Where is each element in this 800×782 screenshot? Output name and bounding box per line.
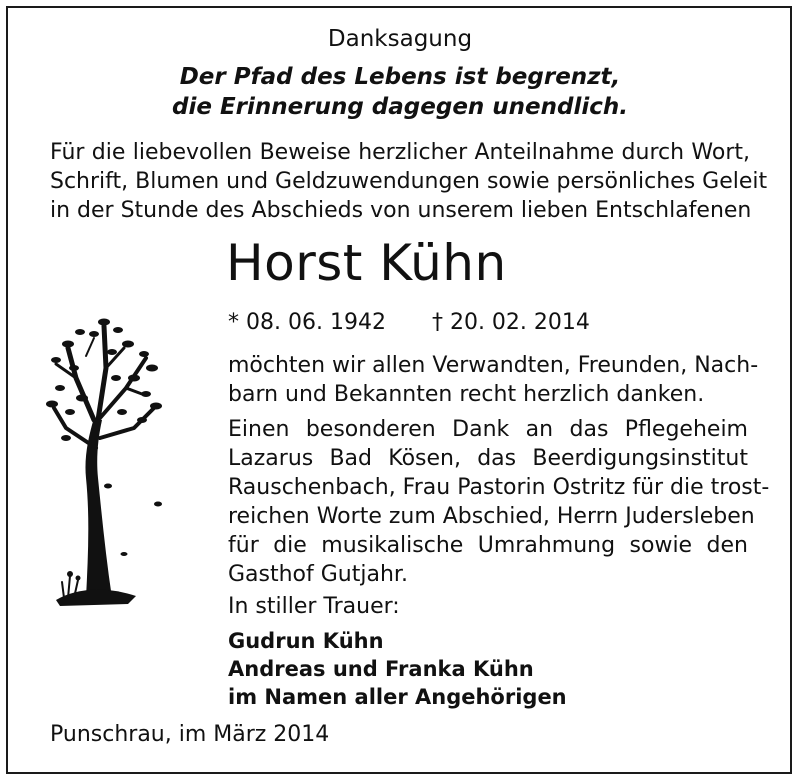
- mourner-name: Gudrun Kühn: [228, 629, 384, 653]
- motto-line: Der Pfad des Lebens ist begrenzt,: [179, 64, 621, 90]
- thanks-line: Gasthof Gutjahr.: [228, 562, 408, 587]
- thanks-text: [228, 351, 770, 589]
- birth-date: * 08. 06. 1942: [228, 310, 386, 335]
- mourner-name: im Namen aller Angehörigen: [228, 685, 567, 709]
- notice-heading: Danksagung: [327, 26, 473, 52]
- life-dates: [228, 310, 590, 335]
- thanks-line: möchten wir allen Verwandten, Freunden, Nach-: [228, 353, 759, 378]
- thanks-line: barn und Bekannten recht herzlich danken.: [228, 382, 705, 407]
- intro-line: Für die liebevollen Beweise herzlicher Anteilnahme durch Wort,: [50, 140, 750, 165]
- motto-line: die Erinnerung dagegen unendlich.: [172, 94, 628, 120]
- intro-line: in der Stunde des Abschieds von unserem lieben Entschlafenen: [50, 198, 752, 223]
- deceased-name: Horst Kühn: [226, 234, 507, 292]
- intro-line: Schrift, Blumen und Geldzuwendungen sowie persönliches Geleit: [50, 169, 768, 194]
- mourner-name: Andreas und Franka Kühn: [228, 657, 534, 681]
- mourner-names: [228, 627, 567, 711]
- thanks-line: Lazarus Bad Kösen, das Beerdigungsinstitut: [228, 446, 748, 471]
- thanks-line: Rauschenbach, Frau Pastorin Ostritz für die trost-: [228, 475, 770, 500]
- intro-text: [50, 138, 768, 225]
- thanks-paragraph: [228, 415, 770, 589]
- place-date: Punschrau, im März 2014: [50, 722, 330, 747]
- thanks-line: für die musikalische Umrahmung sowie den: [228, 533, 748, 558]
- thanks-paragraph: [228, 351, 759, 409]
- death-date: † 20. 02. 2014: [431, 310, 590, 335]
- tree-icon: [46, 308, 166, 608]
- motto: [0, 62, 800, 122]
- mourning-label: In stiller Trauer:: [228, 594, 400, 619]
- thanks-line: reichen Worte zum Abschied, Herrn Judersleben: [228, 504, 755, 529]
- thanks-line: Einen besonderen Dank an das Pflegeheim: [228, 417, 748, 442]
